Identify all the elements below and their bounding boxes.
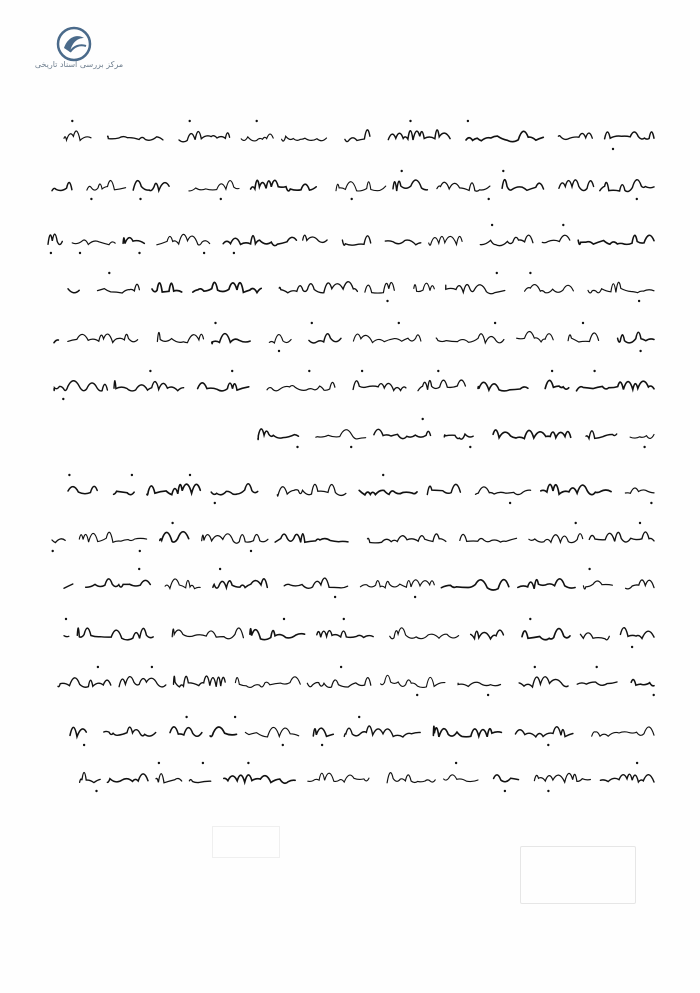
ink-stroke [70, 727, 86, 736]
ink-dot [455, 762, 457, 764]
ink-stroke [577, 381, 655, 391]
ink-dot [220, 198, 222, 200]
ink-dot [52, 550, 54, 552]
ink-dot [283, 618, 285, 620]
ink-stroke [107, 774, 148, 782]
ink-dot [491, 224, 493, 226]
ink-dot [638, 300, 640, 302]
handwritten-line [248, 416, 658, 450]
ink-stroke [559, 180, 594, 191]
ink-stroke [368, 534, 446, 543]
ink-stroke [77, 628, 153, 640]
ink-stroke [308, 773, 369, 782]
ink-dot [467, 120, 469, 122]
ink-stroke [202, 534, 268, 543]
ink-stroke [104, 727, 156, 736]
ink-stroke [518, 579, 575, 589]
ink-dot [321, 744, 323, 746]
ink-stroke [480, 235, 533, 246]
ink-stroke [172, 628, 243, 639]
ink-stroke [198, 383, 249, 391]
ink-stroke [631, 680, 654, 686]
ink-dot [547, 790, 549, 792]
ink-stroke [494, 775, 519, 782]
ink-stroke [54, 340, 58, 343]
ink-stroke [250, 629, 305, 640]
ink-stroke [156, 774, 182, 783]
ink-stroke [460, 534, 517, 542]
ink-stroke [211, 484, 258, 495]
ink-stroke [519, 677, 568, 687]
ink-stroke [493, 430, 571, 439]
ink-stroke [446, 285, 505, 294]
handwritten-line [58, 616, 658, 650]
ink-stroke [258, 429, 299, 440]
ink-dot [534, 666, 536, 668]
ink-stroke [174, 676, 226, 687]
handwritten-line [58, 760, 658, 794]
handwritten-line [64, 714, 658, 748]
ink-stroke [444, 775, 478, 782]
ink-dot [62, 398, 64, 400]
ink-dot [340, 666, 342, 668]
ink-dot [358, 716, 360, 718]
ink-dot [636, 762, 638, 764]
ink-stroke [534, 773, 590, 782]
ink-stroke [267, 382, 335, 391]
ink-dot [203, 252, 205, 254]
ink-dot [469, 446, 471, 448]
ink-dot [149, 370, 151, 372]
ink-stroke [277, 484, 346, 496]
ink-dot [502, 170, 504, 172]
ink-stroke [466, 131, 543, 141]
ink-dot [296, 446, 298, 448]
ink-dot [496, 272, 498, 274]
ink-dot [414, 596, 416, 598]
ink-dot [582, 322, 584, 324]
ink-stroke [588, 282, 654, 293]
ink-dot [398, 322, 400, 324]
ink-stroke [414, 283, 435, 291]
ink-stroke [114, 491, 135, 494]
handwritten-line [62, 270, 658, 304]
faint-mark [212, 826, 280, 858]
ink-stroke [152, 283, 182, 292]
ink-stroke [353, 334, 421, 343]
ink-dot [382, 474, 384, 476]
ink-stroke [160, 532, 189, 542]
ink-stroke [210, 727, 236, 737]
ink-dot [596, 666, 598, 668]
ink-stroke [119, 677, 166, 687]
ink-dot [250, 550, 252, 552]
ink-stroke [157, 332, 203, 342]
ink-dot [562, 224, 564, 226]
ink-stroke [72, 240, 115, 245]
ink-dot [214, 502, 216, 504]
ink-stroke [600, 774, 654, 782]
ink-dot [151, 666, 153, 668]
ink-dot [233, 252, 235, 254]
ink-stroke [279, 282, 357, 293]
ink-stroke [79, 532, 146, 542]
ink-stroke [86, 579, 151, 587]
ink-stroke [313, 728, 333, 736]
ink-dot [509, 502, 511, 504]
ink-stroke [344, 726, 420, 737]
ink-dot [593, 370, 595, 372]
ink-dot [422, 418, 424, 420]
ink-dot [247, 762, 249, 764]
ink-dot [278, 350, 280, 352]
handwritten-line [46, 520, 658, 554]
handwritten-line [58, 118, 658, 152]
ink-stroke [303, 235, 327, 242]
ink-dot [311, 322, 313, 324]
ink-stroke [625, 488, 654, 493]
ink-dot [95, 790, 97, 792]
ink-dot [68, 474, 70, 476]
ink-dot [71, 120, 73, 122]
ink-stroke [68, 289, 79, 293]
ink-dot [487, 694, 489, 696]
ink-dot [409, 120, 411, 122]
handwritten-line [48, 368, 658, 402]
handwritten-line [58, 472, 658, 506]
ink-stroke [522, 629, 570, 640]
ink-dot [529, 618, 531, 620]
ink-stroke [580, 633, 609, 640]
ink-stroke [114, 381, 184, 391]
ink-stroke [630, 435, 654, 439]
ink-stroke [133, 181, 169, 191]
ink-dot [90, 198, 92, 200]
ink-stroke [336, 182, 386, 191]
ink-stroke [374, 429, 431, 438]
ink-stroke [418, 380, 465, 391]
ink-dot [308, 370, 310, 372]
ink-dot [494, 322, 496, 324]
ink-dot [97, 666, 99, 668]
ink-dot [334, 596, 336, 598]
ink-stroke [583, 581, 612, 589]
ink-stroke [157, 234, 210, 245]
ink-stroke [600, 180, 654, 192]
ink-dot [83, 744, 85, 746]
ink-dot [219, 568, 221, 570]
ink-dot [50, 252, 52, 254]
ink-dot [547, 744, 549, 746]
ink-dot [65, 618, 67, 620]
ink-stroke [542, 235, 570, 242]
ink-dot [551, 370, 553, 372]
ink-stroke [245, 727, 298, 736]
ink-stroke [212, 334, 250, 344]
ink-stroke [316, 430, 366, 439]
ink-dot [108, 272, 110, 274]
ink-stroke [189, 780, 210, 783]
ink-stroke [193, 282, 261, 292]
ink-dot [214, 322, 216, 324]
ink-stroke [353, 381, 406, 391]
ink-stroke [317, 631, 373, 638]
ink-stroke [282, 136, 327, 141]
ink-stroke [64, 584, 73, 588]
ink-stroke [393, 180, 427, 191]
ink-stroke [165, 579, 200, 589]
handwritten-line [58, 566, 658, 600]
ink-dot [189, 120, 191, 122]
ink-dot [575, 522, 577, 524]
ink-dot [343, 618, 345, 620]
ink-dot [529, 272, 531, 274]
ink-stroke [433, 726, 501, 737]
ink-stroke [179, 132, 230, 142]
handwritten-line [42, 222, 658, 256]
ink-stroke [224, 775, 295, 783]
ink-stroke [80, 773, 101, 783]
ink-stroke [427, 484, 460, 494]
ink-stroke [345, 130, 370, 142]
ink-stroke [360, 580, 434, 588]
ink-stroke [437, 182, 490, 191]
ink-stroke [525, 285, 574, 293]
ink-stroke [385, 240, 421, 245]
ink-stroke [429, 236, 462, 245]
ink-stroke [381, 675, 445, 687]
ink-stroke [284, 578, 347, 588]
ink-stroke [48, 234, 62, 245]
ink-stroke [471, 630, 504, 639]
ink-dot [653, 694, 655, 696]
handwritten-line [46, 168, 658, 202]
ink-dot [437, 370, 439, 372]
ink-stroke [98, 284, 140, 293]
ink-stroke [618, 332, 654, 343]
ink-stroke [147, 484, 200, 495]
ink-stroke [359, 490, 417, 495]
ink-stroke [502, 180, 543, 191]
logo-mark-icon [56, 26, 92, 62]
ink-stroke [58, 678, 111, 687]
ink-stroke [223, 236, 296, 246]
ink-stroke [241, 134, 273, 141]
ink-dot [131, 474, 133, 476]
ink-stroke [269, 335, 291, 343]
ink-stroke [307, 678, 371, 688]
ink-stroke [441, 580, 508, 590]
ink-stroke [387, 773, 435, 783]
ink-stroke [605, 132, 654, 139]
ink-dot [643, 446, 645, 448]
logo-caption: مرکز بررسی اسناد تاریخی [34, 60, 124, 69]
ink-stroke [68, 486, 97, 493]
ink-stroke [529, 534, 583, 543]
ink-dot [639, 350, 641, 352]
ink-dot [231, 370, 233, 372]
ink-dot [158, 762, 160, 764]
ink-stroke [275, 534, 348, 543]
ink-stroke [189, 181, 239, 191]
archive-logo [26, 26, 136, 72]
ink-stroke [68, 334, 138, 342]
ink-stroke [545, 380, 569, 389]
ink-dot [612, 148, 614, 150]
ink-stroke [390, 628, 459, 639]
ink-stroke [568, 333, 599, 342]
ink-stroke [64, 636, 69, 637]
ink-dot [138, 252, 140, 254]
ink-dot [504, 790, 506, 792]
ink-dot [185, 716, 187, 718]
ink-stroke [592, 727, 654, 736]
ink-stroke [620, 628, 654, 639]
ink-stroke [54, 381, 107, 391]
ink-dot [351, 198, 353, 200]
ink-dot [171, 522, 173, 524]
ink-stroke [444, 434, 473, 439]
ink-dot [139, 198, 141, 200]
ink-stroke [515, 727, 573, 737]
ink-stroke [108, 136, 163, 140]
ink-dot [189, 474, 191, 476]
ink-stroke [251, 180, 317, 191]
faint-stamp-area [520, 846, 636, 904]
ink-stroke [517, 331, 554, 341]
handwritten-line [52, 664, 658, 698]
ink-stroke [476, 487, 531, 495]
ink-stroke [436, 334, 504, 343]
ink-stroke [87, 181, 126, 191]
ink-stroke [309, 334, 341, 343]
ink-stroke [170, 727, 202, 736]
ink-stroke [558, 133, 592, 139]
ink-stroke [541, 484, 611, 494]
ink-dot [650, 502, 652, 504]
ink-dot [636, 198, 638, 200]
ink-dot [282, 744, 284, 746]
ink-stroke [578, 235, 654, 244]
ink-stroke [342, 236, 370, 245]
ink-dot [256, 120, 258, 122]
ink-stroke [52, 539, 65, 543]
ink-dot [401, 170, 403, 172]
ink-dot [588, 568, 590, 570]
handwritten-line [48, 320, 658, 354]
ink-stroke [52, 182, 72, 190]
ink-stroke [478, 382, 528, 391]
ink-stroke [365, 283, 394, 294]
ink-stroke [577, 682, 617, 685]
ink-stroke [388, 130, 450, 140]
ink-stroke [123, 238, 144, 244]
ink-stroke [626, 580, 654, 589]
ink-dot [488, 198, 490, 200]
ink-stroke [586, 431, 617, 439]
ink-dot [139, 550, 141, 552]
ink-stroke [64, 131, 91, 140]
ink-dot [361, 370, 363, 372]
ink-stroke [213, 579, 267, 588]
ink-dot [350, 446, 352, 448]
ink-dot [138, 568, 140, 570]
ink-dot [202, 762, 204, 764]
ink-dot [79, 252, 81, 254]
ink-stroke [589, 532, 654, 542]
ink-dot [386, 300, 388, 302]
ink-dot [234, 716, 236, 718]
ink-stroke [235, 677, 300, 688]
ink-dot [639, 522, 641, 524]
ink-dot [631, 646, 633, 648]
ink-dot [416, 694, 418, 696]
ink-stroke [458, 682, 500, 686]
